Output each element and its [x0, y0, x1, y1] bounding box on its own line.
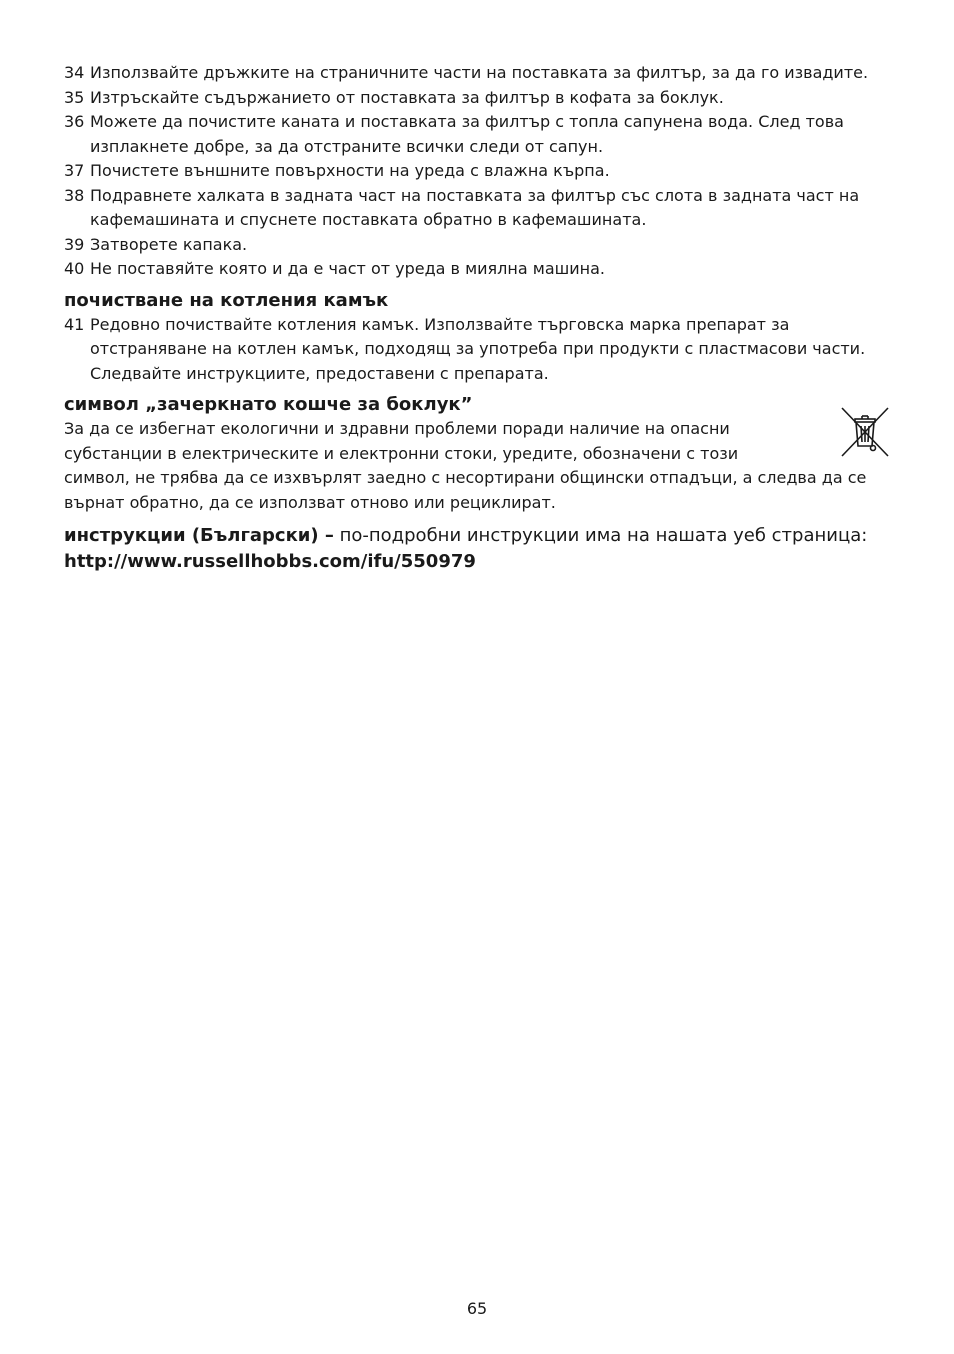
- descaling-heading: почистване на котления камък: [64, 289, 389, 311]
- page-number: 65: [466, 1299, 488, 1318]
- step-number: 39: [64, 234, 85, 254]
- step-text: Не поставяйте която и да е част от уреда в миялна машина.: [90, 259, 606, 278]
- weee-heading: символ „зачеркнато кошче за боклук”: [64, 394, 473, 415]
- step-text: Използвайте дръжките на страничните части на поставката за филтър, за да го извадите.: [90, 63, 869, 82]
- instructions-text: по-подробни инструкции има на нашата уеб страница:: [333, 525, 868, 546]
- step-number: 40: [64, 259, 85, 278]
- step-number: 36: [64, 112, 85, 131]
- step-36: [64, 110, 890, 159]
- instructions-url-link[interactable]: http://www.russellhobbs.com/ifu/550979: [64, 551, 476, 572]
- step-34: [64, 61, 890, 86]
- weee-section: [64, 417, 890, 515]
- step-text: Затворете капака.: [90, 234, 248, 254]
- weee-line-2: субстанции в електрическите и електронни стоки, уредите, обозначени с този: [64, 443, 739, 463]
- cleaning-steps: [64, 61, 890, 282]
- step-text: Можете да почистите каната и поставката за филтър с топла сапунена вода. След това изплакнете добре, за да отстраните всички следи от сапун.: [90, 112, 844, 156]
- step-text: Изтръскайте съдържанието от поставката за филтър в кофата за боклук.: [90, 87, 724, 107]
- crossed-out-wheelie-bin-icon: [840, 406, 890, 458]
- weee-line-1: За да се избегнат екологични и здравни проблеми поради наличие на опасни: [64, 419, 730, 438]
- manual-page: [64, 61, 890, 575]
- step-41: [64, 313, 890, 387]
- step-number: 34: [64, 63, 85, 82]
- step-number: 37: [64, 161, 85, 180]
- step-text: Почистете външните повърхности на уреда с влажна кърпа.: [90, 161, 610, 180]
- instructions-label: инструкции (Български) –: [64, 525, 334, 546]
- step-39: [64, 233, 890, 258]
- step-40: [64, 257, 890, 282]
- step-number: 35: [64, 87, 85, 107]
- step-number: 41: [64, 314, 85, 334]
- weee-body: символ, не трябва да се изхвърлят заедно с несортирани общински отпадъци, а следва да се върнат обратно, да се използват отново или рециклират.: [64, 468, 867, 512]
- instructions-note: [64, 523, 890, 549]
- step-35: [64, 86, 890, 111]
- step-text: Редовно почиствайте котления камък. Използвайте търговска марка препарат за отстраняване на котлен камък, подходящ за употреба при продукти с пластмасови части. Следвайте инструкциите, предоставени с препарата.: [90, 314, 866, 383]
- step-number: 38: [64, 185, 85, 205]
- step-text: Подравнете халката в задната част на поставката за филтър със слота в задната част на кафемашината и спуснете поставката обратно в кафемашината.: [90, 185, 860, 229]
- step-38: [64, 184, 890, 233]
- step-37: [64, 159, 890, 184]
